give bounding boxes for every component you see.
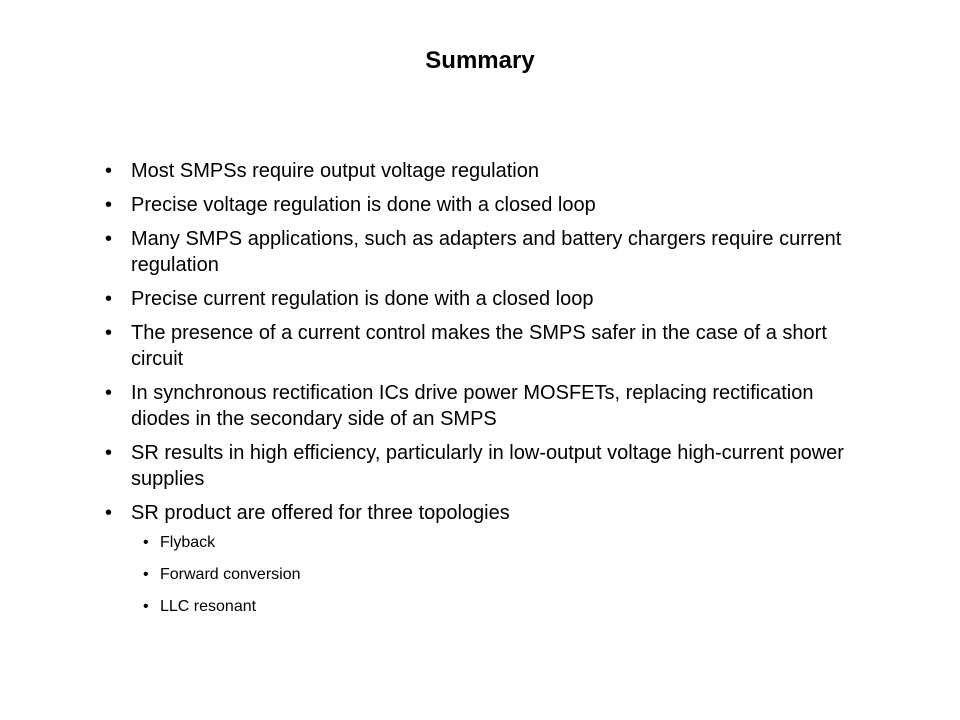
bullet-item	[105, 380, 845, 432]
bullet-text: Precise voltage regulation is done with a closed loop	[131, 194, 596, 216]
bullet-dot-icon: •	[105, 228, 113, 250]
bullet-dot-icon: •	[105, 502, 113, 524]
bullet-list	[105, 158, 845, 628]
bullet-item	[105, 320, 845, 372]
sub-bullet-text: LLC resonant	[160, 598, 257, 615]
sub-bullet-item	[143, 596, 845, 618]
bullet-dot-icon: •	[105, 288, 113, 310]
bullet-text: SR product are offered for three topologies	[131, 502, 510, 524]
bullet-item	[105, 286, 845, 312]
bullet-text: In synchronous rectification ICs drive power MOSFETs, replacing rectification diodes in the secondary side of an SMPS	[131, 382, 814, 430]
bullet-text: Many SMPS applications, such as adapters and battery chargers require current regulation	[131, 228, 842, 276]
bullet-item	[105, 192, 845, 218]
sub-bullet-item	[143, 564, 845, 586]
sub-bullet-item	[143, 532, 845, 554]
sub-bullet-text: Flyback	[160, 534, 216, 551]
bullet-item	[105, 226, 845, 278]
bullet-item	[105, 500, 845, 618]
bullet-text: Most SMPSs require output voltage regulation	[131, 160, 539, 182]
sub-bullet-list	[131, 532, 845, 618]
bullet-dot-icon: •	[143, 534, 149, 551]
bullet-dot-icon: •	[105, 194, 113, 216]
sub-bullet-text: Forward conversion	[160, 566, 301, 583]
bullet-dot-icon: •	[105, 322, 113, 344]
bullet-dot-icon: •	[143, 566, 149, 583]
slide-title: Summary	[425, 47, 535, 74]
bullet-text: Precise current regulation is done with a closed loop	[131, 288, 594, 310]
bullet-text: SR results in high efficiency, particularly in low-output voltage high-current power supplies	[131, 442, 844, 490]
bullet-item	[105, 158, 845, 184]
bullet-item	[105, 440, 845, 492]
bullet-dot-icon: •	[105, 442, 113, 464]
bullet-dot-icon: •	[105, 160, 113, 182]
bullet-text: The presence of a current control makes the SMPS safer in the case of a short circuit	[131, 322, 827, 370]
bullet-dot-icon: •	[105, 382, 113, 404]
bullet-dot-icon: •	[143, 598, 149, 615]
